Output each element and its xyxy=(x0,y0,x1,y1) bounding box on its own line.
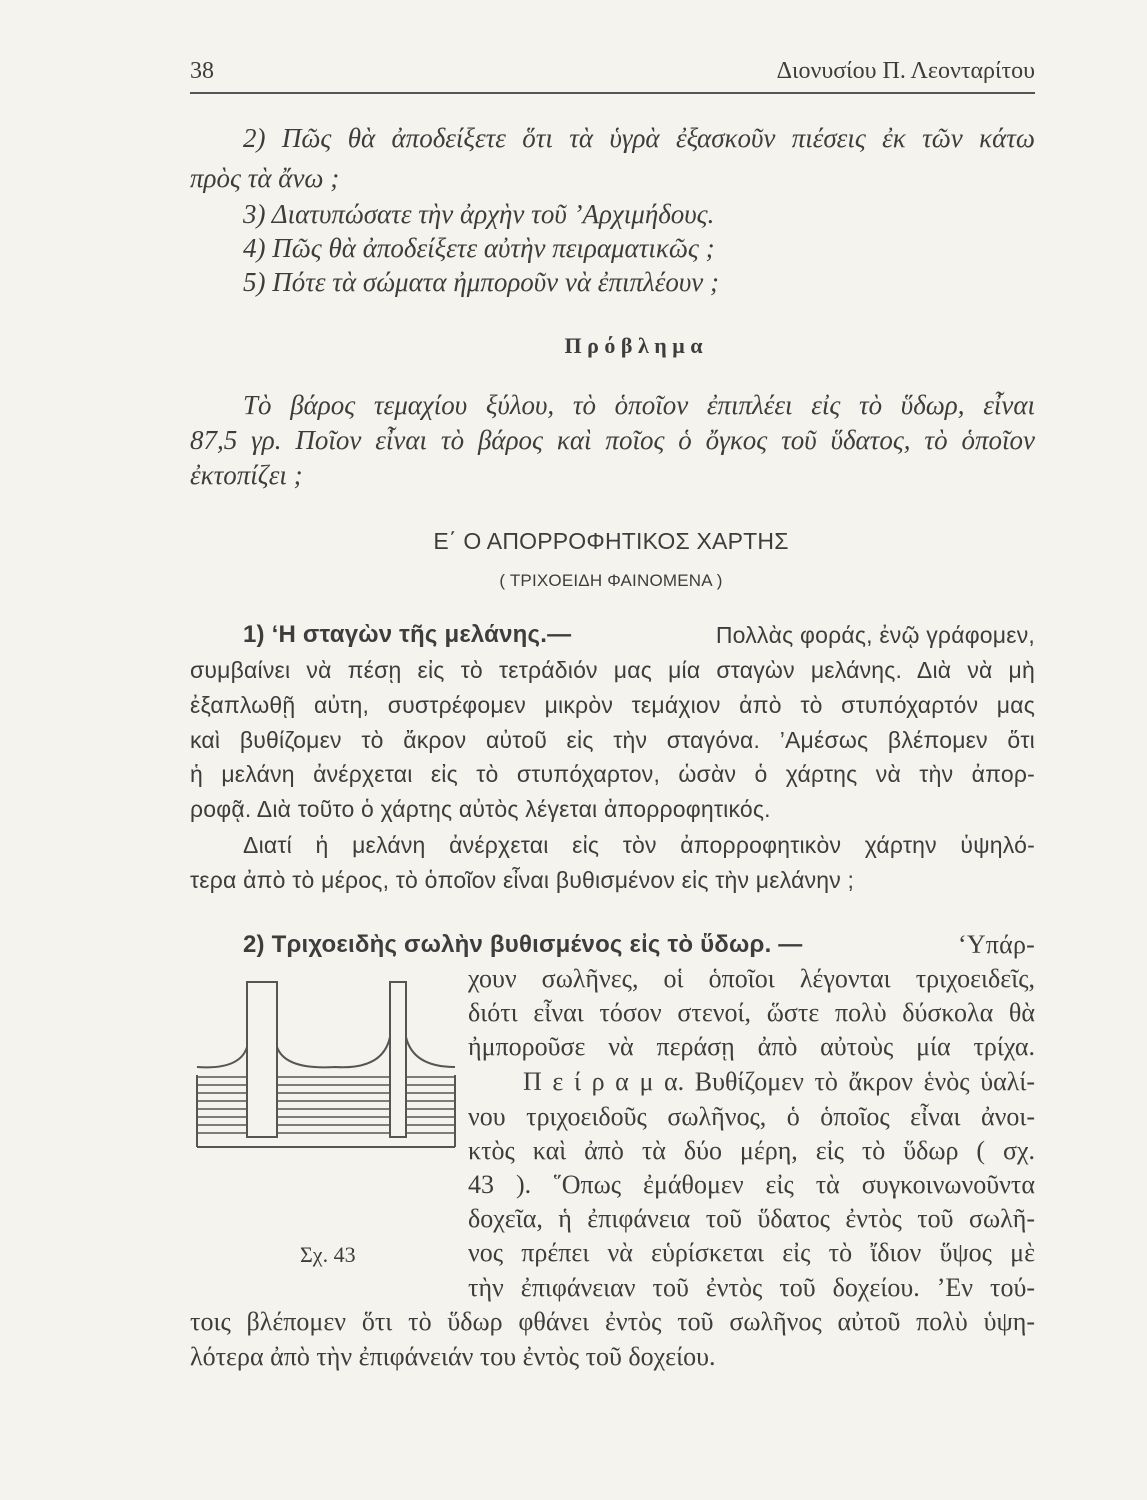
section2-column-line: 43 ). ῞Οπως ἐμάθομεν εἰς τὰ συγκοινωνοῦντα xyxy=(468,1170,1035,1199)
section2-column-line: δοχεῖα, ἡ ἐπιφάνεια τοῦ ὕδατος ἐντὸς τοῦ σωλῆ- xyxy=(468,1204,1035,1233)
section1-question: Διατί ἡ μελάνη ἀνέρχεται εἰς τὸν ἀπορροφητικὸν χάρτην ὑψηλό- xyxy=(243,832,1035,858)
section2-heading: 2) Τριχοειδὴς σωλὴν βυθισμένος εἰς τὸ ὕδωρ. — xyxy=(243,931,803,958)
section2-text: ‘Υπάρ- xyxy=(957,930,1035,959)
section1-line: ἡ μελάνη ἀνέρχεται εἰς τὸ στυπόχαρτον, ὡσὰν ὁ χάρτης νὰ τὴν ἀπορ- xyxy=(190,761,1035,787)
problem-line: 87,5 γρ. Ποῖον εἶναι τὸ βάρος καὶ ποῖος ὁ ὄγκος τοῦ ὕδατος, τὸ ὁποῖον xyxy=(190,425,1035,455)
capillary-tube-figure xyxy=(185,975,465,1155)
section2-column-line: κτὸς καὶ ἀπὸ τὰ δύο μέρη, εἰς τὸ ὕδωρ ( σχ. xyxy=(468,1136,1035,1165)
figure-caption: Σχ. 43 xyxy=(300,1242,356,1267)
section2-line: τοις βλέπομεν ὅτι τὸ ὕδωρ φθάνει ἐντὸς τοῦ σωλῆνος αὐτοῦ πολὺ ὑψη- xyxy=(190,1307,1035,1336)
question-line: 3) Διατυπώσατε τὴν ἀρχὴν τοῦ ’Αρχιμήδους. xyxy=(243,199,715,229)
section1-line: καὶ βυθίζομεν τὸ ἄκρον αὐτοῦ εἰς τὴν σταγόνα. ’Αμέσως βλέπομεν ὅτι xyxy=(190,727,1035,753)
section1-first-line xyxy=(243,620,1035,650)
page-number: 38 xyxy=(190,58,214,84)
section2-column-line: νου τριχοειδοῦς σωλῆνος, ὁ ὁποῖος εἶναι ἀνοι- xyxy=(468,1102,1035,1131)
section2-column-line: νος πρέπει νὰ εὑρίσκεται εἰς τὸ ἴδιον ὕψος μὲ xyxy=(468,1238,1035,1267)
question-line: 2) Πῶς θὰ ἀποδείξετε ὅτι τὰ ὑγρὰ ἐξασκοῦν πιέσεις ἐκ τῶν κάτω xyxy=(243,123,1035,153)
question-line: 5) Πότε τὰ σώματα ἠμποροῦν νὰ ἐπιπλέουν ; xyxy=(243,267,719,297)
section2-column-line: ἠμποροῦσε νὰ περάσῃ ἀπὸ αὐτοὺς μία τρίχα. xyxy=(468,1032,1035,1061)
section1-line: ἐξαπλωθῇ αὐτη, συστρέφομεν μικρὸν τεμάχιον ἀπὸ τὸ στυπόχαρτόν μας xyxy=(190,692,1035,718)
problem-title: Π ρ ό β λ η μ α xyxy=(564,333,703,358)
section2-column-line: Π ε ί ρ α μ α. Βυθίζομεν τὸ ἄκρον ἑνὸς ὑαλί- xyxy=(523,1067,1035,1096)
chapter-subtitle: ( ΤΡΙΧΟΕΙΔΗ ΦΑΙΝΟΜΕΝΑ ) xyxy=(499,571,723,590)
section2-column-line: τὴν ἐπιφάνειαν τοῦ ἐντὸς τοῦ δοχείου. ’Εν τού- xyxy=(468,1273,1035,1302)
section1-heading: 1) ‘Η σταγὼν τῆς μελάνης.— xyxy=(243,621,572,648)
section1-question: τερα ἀπὸ τὸ μέρος, τὸ ὁποῖον εἶναι βυθισμένον εἰς τὴν μελάνην ; xyxy=(190,867,855,893)
section2-first-line xyxy=(243,930,1035,960)
question-line: πρὸς τὰ ἄνω ; xyxy=(190,163,340,193)
problem-line: Τὸ βάρος τεμαχίου ξύλου, τὸ ὁποῖον ἐπιπλέει εἰς τὸ ὕδωρ, εἶναι xyxy=(243,390,1035,420)
running-title: Διονυσίου Π. Λεονταρίτου xyxy=(776,58,1035,84)
section2-column-line: διότι εἶναι τόσον στενοί, ὥστε πολὺ δύσκολα θὰ xyxy=(468,998,1035,1027)
header-rule xyxy=(190,92,1035,94)
section1-text: Πολλὰς φοράς, ἐνῷ γράφομεν, xyxy=(715,622,1035,648)
section2-column-line: χουν σωλῆνες, οἱ ὁποῖοι λέγονται τριχοειδεῖς, xyxy=(468,964,1035,993)
section1-line: συμβαίνει νὰ πέσῃ εἰς τὸ τετράδιόν μας μία σταγὼν μελάνης. Διὰ νὰ μὴ xyxy=(190,657,1035,683)
section1-line: ροφᾷ. Διὰ τοῦτο ὁ χάρτης αὐτὸς λέγεται ἀπορροφητικός. xyxy=(190,796,771,822)
chapter-title: Ε΄ Ο ΑΠΟΡΡΟΦΗΤΙΚΟΣ ΧΑΡΤΗΣ xyxy=(433,528,789,554)
problem-line: ἐκτοπίζει ; xyxy=(190,460,303,490)
section2-line: λότερα ἀπὸ τὴν ἐπιφάνειάν του ἐντὸς τοῦ δοχείου. xyxy=(190,1342,716,1371)
question-line: 4) Πῶς θὰ ἀποδείξετε αὐτὴν πειραματικῶς ; xyxy=(243,233,715,263)
